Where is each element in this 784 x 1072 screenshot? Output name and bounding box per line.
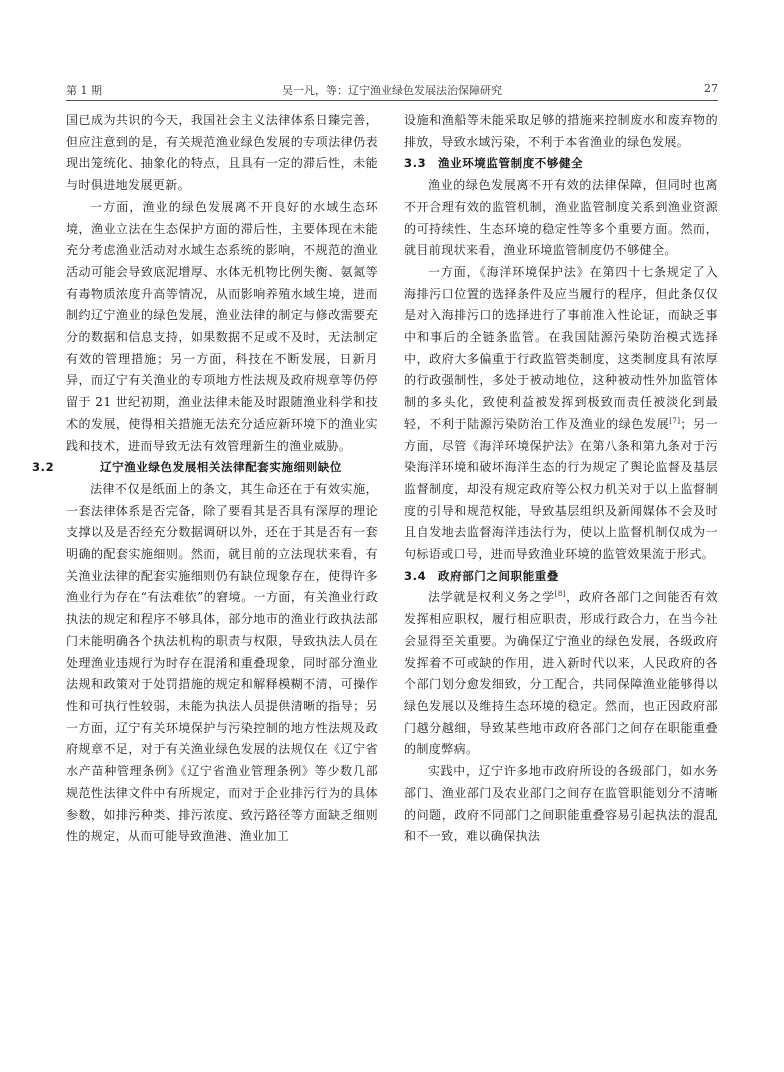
running-title: 吴一凡，等：辽宁渔业绿色发展法治保障研究 [282, 84, 502, 97]
right-column [404, 110, 718, 848]
citation-ref: [8] [554, 590, 566, 599]
section-title: 政府部门之间职能重叠 [438, 568, 559, 583]
paragraph: 实践中，辽宁许多地市政府所设的各级部门，如水务部门、渔业部门及农业部门之间存在监管职能划分不清晰的问题，政府不同部门之间职能重叠容易引起执法的混乱和不一致，难以确保执法 [404, 764, 718, 844]
issue-number: 第 1 期 [66, 84, 102, 97]
paragraph: 国已成为共识的今天，我国社会主义法律体系日臻完善，但应注意到的是，有关规范渔业绿色发展的专项法律仍表现出笼统化、抽象化的特点，且具有一定的滞后性，未能与时俱进地发展更新。 [66, 113, 378, 193]
header-rule [66, 100, 718, 101]
paragraph: 法律不仅是纸面上的条文，其生命还在于有效实施，一套法律体系是否完备，除了要看其是否具有深厚的理论支撑以及是否经充分数据调研以外，还在于其是否有一套明确的配套实施细则。然而，就目前的立法现状来看，有关渔业法律的配套实施细则仍有缺位现象存在，使得许多渔业行为存在“有法难依”的窘境。一方面，有关渔业行政执法的规定和程序不够具体，部分地市的渔业行政执法部门未能明确各个执法机构的职责与权限，导致执法人员在处理渔业违规行为时存在混淆和重叠现象，同时部分渔业法规和政策对于处罚措施的规定和解释模糊不清，可操作性和可执行性较弱，未能为执法人员提供清晰的指导；另一方面，辽宁有关环境保护与污染控制的地方性法规及政府规章不足，对于有关渔业绿色发展的法规仅在《辽宁省水产苗种管理条例》《辽宁省渔业管理条例》等少数几部规范性法律文件中有所规定，而对于企业排污行为的具体参数，如排污种类、排污浓度、致污路径等方面缺乏细则性的规定，从而可能导致渔港、渔业加工 [66, 481, 378, 844]
left-column [32, 110, 378, 848]
section-title: 渔业环境监管制度不够健全 [438, 156, 584, 171]
text-run: 法学就是权利义务之学 [428, 590, 555, 605]
section-number: 3.2 [32, 460, 55, 475]
text-run: ；另一方面，尽管《海洋环境保护法》在第八条和第九条对于污染海洋环境和破坏海洋生态的行为规定了舆论监督及基层监督制度，却没有规定政府等公权力机关对于以上监督制度的引导和规范权能，导致基层组织及新闻媒体不会及时且自发地去监督海洋违法行为，使以上监督机制仅成为一句标语或口号，进而导致渔业环境的监管效果流于形式。 [404, 416, 719, 562]
section-number: 3.3 [404, 156, 427, 171]
text-run: 一方面，《海洋环境保护法》在第四十七条规定了入海排污口位置的选择条件及应当履行的程序，但此条仅仅是对入海排污口的选择进行了事前准入性论证，而缺乏事中和事后的全链条监管。在我国陆源污染防治模式选择中，政府大多偏重于行政监管类制度，这类制度具有浓厚的行政强制性，多处于被动地位，这种被动性外加监管体制的多头化，致使利益被发挥到极致而责任被淡化到最轻，不利于陆源污染防治工作及渔业的绿色发展 [404, 264, 718, 431]
running-header [66, 82, 718, 100]
section-title: 辽宁渔业绿色发展相关法律配套实施细则缺位 [100, 460, 342, 475]
paragraph: 一方面，渔业的绿色发展离不开良好的水域生态环境，渔业立法在生态保护方面的滞后性，主要体现在未能充分考虑渔业活动对水域生态系统的影响，不规范的渔业活动可能会导致底泥增厚、水体无机物比例失衡、氨氮等有毒物质浓度升高等情况，从而影响养殖水域生境，进而制约辽宁渔业的绿色发展，渔业法律的制定与修改需要充分的数据和信息支持，如果数据不足或不及时，无法制定有效的管理措施；另一方面，科技在不断发展，日新月异，而辽宁有关渔业的专项地方性法规及政府规章等仍停留于 21 世纪初期，渔业法律未能及时跟随渔业科学和技术的发展，使得相关措施无法充分适应新环境下的渔业实践和技术，进而导致无法有效管理新生的渔业威胁。 [66, 199, 378, 453]
paragraph [404, 587, 718, 761]
text-run: ，政府各部门之间能否有效发挥相应职权，履行相应职责，形成行政合力，在当今社会显得至关重要。为确保辽宁渔业的绿色发展，各级政府发挥着不可或缺的作用，进入新时代以来，人民政府的各个部门划分愈发细致，分工配合，共同保障渔业能够得以绿色发展以及维持生态环境的稳定。然而，也正因政府部门越分越细，导致某些地市政府各部门之间存在职能重叠的制度弊病。 [404, 590, 718, 757]
paragraph: 设施和渔船等未能采取足够的措施来控制废水和废弃物的排放，导致水域污染，不利于本省渔业的绿色发展。 [404, 113, 718, 149]
paragraph [404, 262, 718, 566]
page-number: 27 [704, 82, 718, 95]
section-number: 3.4 [404, 568, 427, 583]
paragraph: 渔业的绿色发展离不开有效的法律保障，但同时也离不开合理有效的监管机制，渔业监管制度关系到渔业资源的可持续性、生态环境的稳定性等多个重要方面。然而，就目前现状来看，渔业环境监管制度仍不够健全。 [404, 178, 718, 258]
section-heading-3-3 [404, 153, 718, 175]
section-heading-3-2 [32, 457, 378, 479]
section-heading-3-4 [404, 566, 718, 588]
citation-ref: [7] [669, 416, 681, 425]
